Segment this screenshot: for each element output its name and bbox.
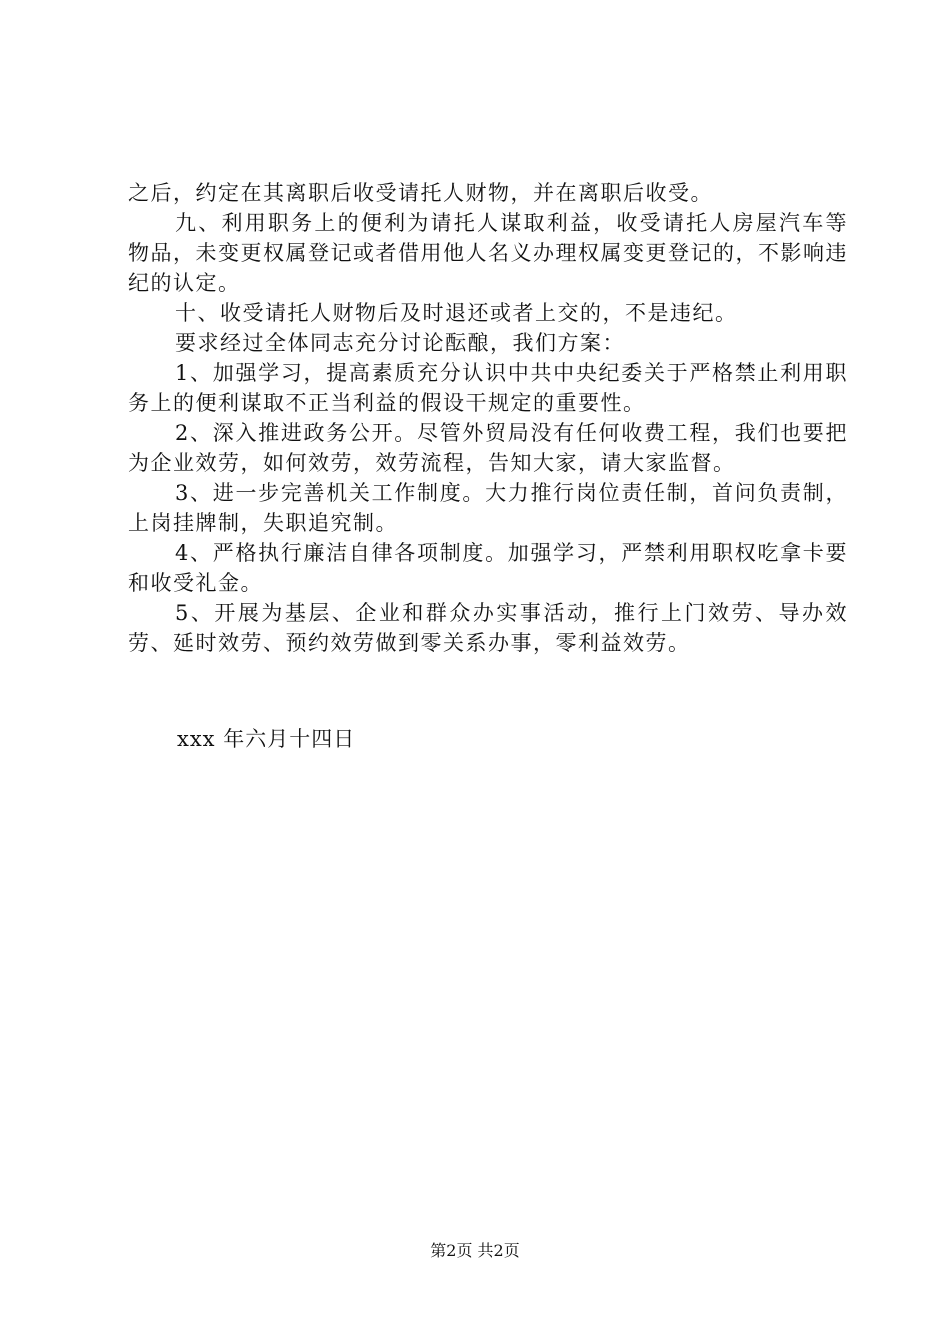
paragraph-plan-intro: 要求经过全体同志充分讨论酝酿，我们方案： [175,331,625,355]
paragraph-continuation: 之后，约定在其离职后收受请托人财物，并在离职后收受。 [128,181,713,205]
document-body [128,178,848,658]
paragraph-plan-1: 1、加强学习，提高素质充分认识中共中央纪委关于严格禁止利用职务上的便利谋取不正当利益的假设干规定的重要性。 [128,361,848,415]
paragraph-plan-3: 3、进一步完善机关工作制度。大力推行岗位责任制，首问负责制，上岗挂牌制，失职追究制。 [128,481,848,535]
signature-date: xxx 年六月十四日 [177,727,356,751]
paragraph-plan-4: 4、严格执行廉洁自律各项制度。加强学习，严禁利用职权吃拿卡要和收受礼金。 [128,541,848,595]
page-footer: 第2页 共2页 [430,1241,520,1260]
paragraph-plan-5: 5、开展为基层、企业和群众办实事活动，推行上门效劳、导办效劳、延时效劳、预约效劳做到零关系办事，零利益效劳。 [128,601,848,655]
paragraph-item-10: 十、收受请托人财物后及时退还或者上交的，不是违纪。 [175,301,738,325]
paragraph-item-9: 九、利用职务上的便利为请托人谋取利益，收受请托人房屋汽车等物品，未变更权属登记或者借用他人名义办理权属变更登记的，不影响违纪的认定。 [128,211,848,295]
paragraph-plan-2: 2、深入推进政务公开。尽管外贸局没有任何收费工程，我们也要把为企业效劳，如何效劳，效劳流程，告知大家，请大家监督。 [128,421,848,475]
